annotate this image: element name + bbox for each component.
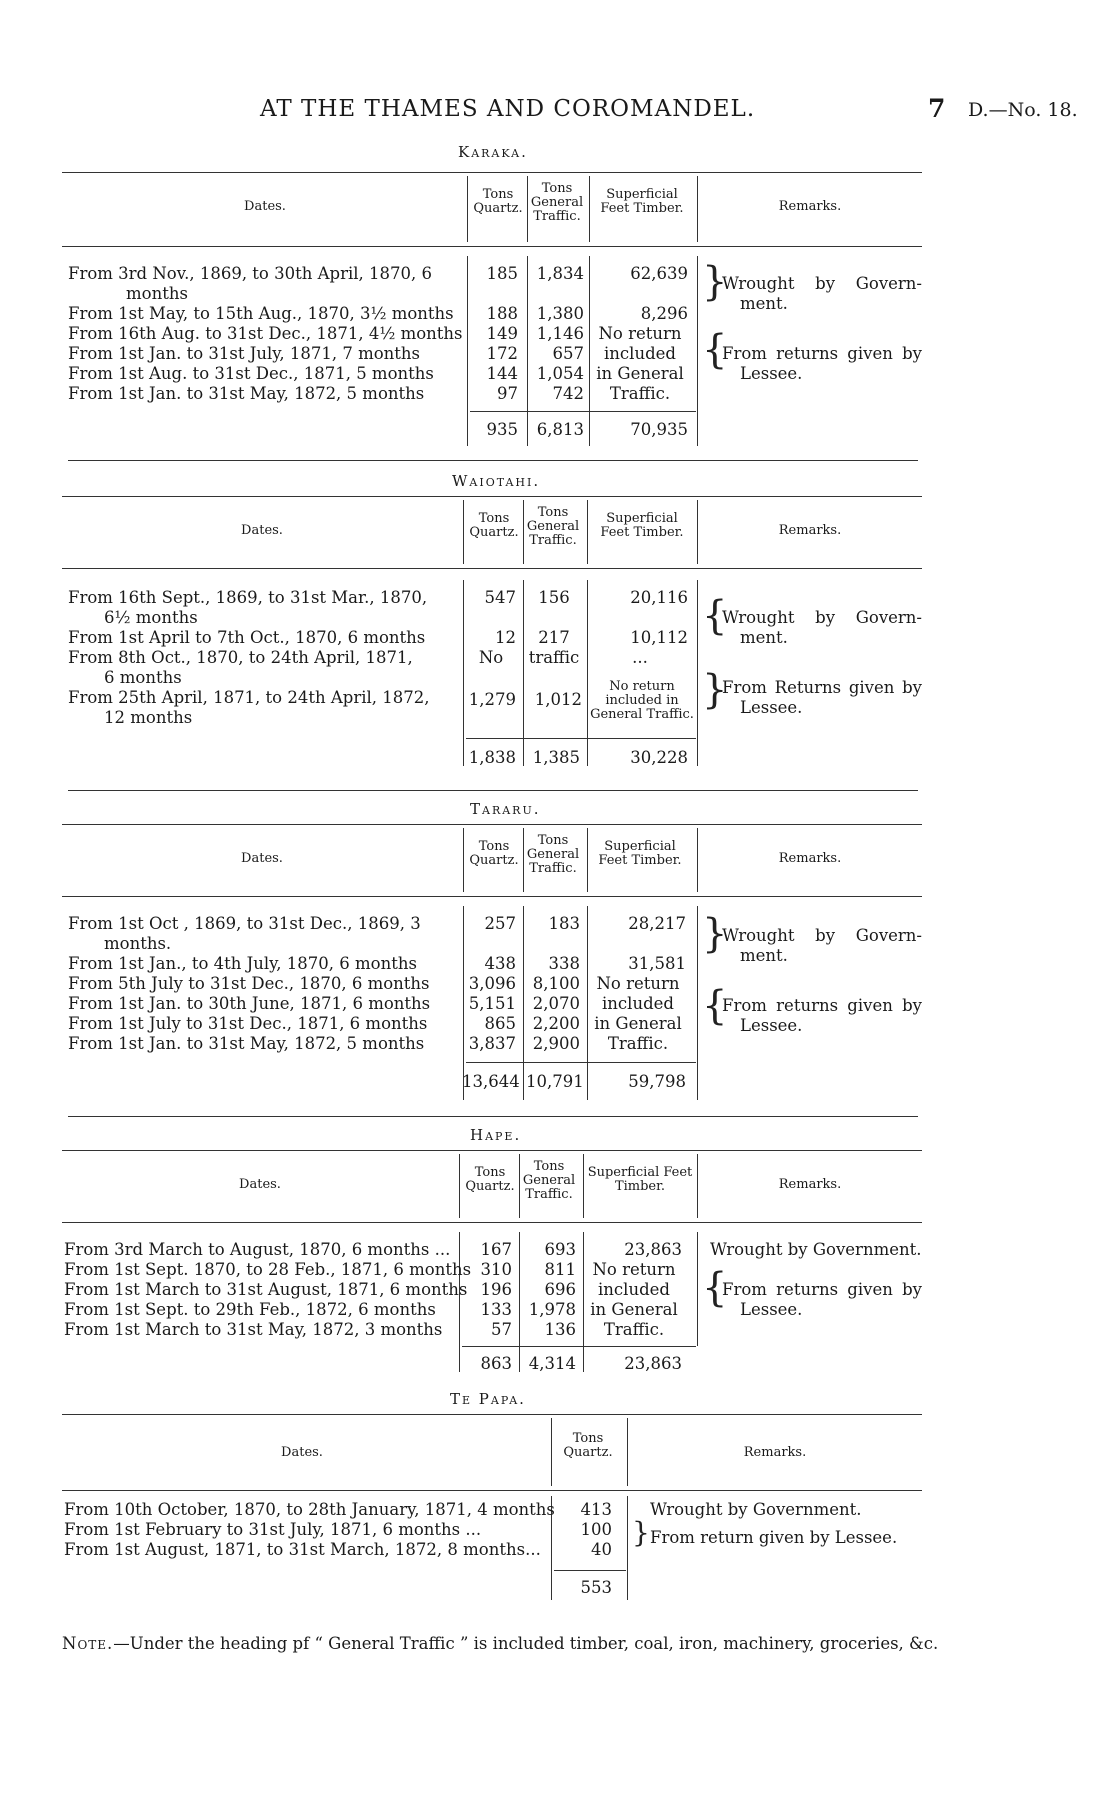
brace: }	[702, 259, 728, 305]
quartz-cell: 547	[484, 588, 516, 607]
quartz-cell: 413	[580, 1500, 612, 1519]
column-divider	[551, 1418, 552, 1486]
date-cell: From 8th Oct., 1870, to 24th April, 1871,	[68, 648, 413, 667]
general-cell: 338	[548, 954, 580, 973]
section-title: Waiotahi.	[452, 472, 541, 490]
quartz-total: 935	[486, 420, 518, 439]
section-end-rule	[68, 460, 918, 461]
column-divider	[587, 828, 588, 892]
column-divider	[527, 256, 528, 446]
general-cell: 156	[538, 588, 570, 607]
timber-cell: in General	[594, 1014, 682, 1033]
column-divider	[583, 1232, 584, 1372]
note-label: Note.	[62, 1634, 114, 1653]
column-divider	[459, 1154, 460, 1218]
date-cell: 12 months	[104, 708, 193, 727]
timber-cell: in General	[590, 1300, 678, 1319]
rule	[62, 1222, 922, 1223]
timber-header: Superficial Feet Timber.	[587, 1165, 693, 1194]
remark-text: From Returns given by	[722, 678, 922, 697]
column-divider	[589, 256, 590, 446]
quartz-cell: 3,837	[468, 1034, 516, 1053]
quartz-cell: 12	[495, 628, 516, 647]
quartz-cell: 144	[486, 364, 518, 383]
remark-text: ment.	[740, 946, 788, 965]
column-divider	[523, 906, 524, 1100]
date-cell: From 1st Sept. to 29th Feb., 1872, 6 months	[64, 1300, 436, 1319]
quartz-total: 863	[480, 1354, 512, 1373]
brace: }	[702, 667, 728, 713]
total-rule	[462, 1346, 696, 1347]
total-rule	[554, 1570, 626, 1571]
brace: {	[702, 593, 728, 639]
general-cell: traffic	[528, 648, 580, 667]
page-title: AT THE THAMES AND COROMANDEL.	[260, 96, 756, 122]
dates-header: Dates.	[281, 1445, 323, 1460]
rule	[62, 496, 922, 497]
timber-cell: Traffic.	[609, 384, 671, 403]
date-cell: From 1st Jan. to 31st May, 1872, 5 months	[68, 384, 425, 403]
general-cell: 1,054	[536, 364, 584, 383]
date-cell: From 1st May, to 15th Aug., 1870, 3½ months	[68, 304, 454, 323]
rule	[62, 1490, 922, 1491]
timber-cell: included	[602, 994, 674, 1013]
quartz-header: Tons Quartz.	[563, 1431, 613, 1460]
brace: {	[702, 983, 728, 1029]
quartz-cell: 40	[591, 1540, 612, 1559]
timber-cell: Traffic.	[607, 1034, 669, 1053]
brace: }	[632, 1516, 650, 1549]
remark-text: Wrought by Govern-	[722, 274, 922, 293]
date-cell: From 1st February to 31st July, 1871, 6 months ...	[64, 1520, 482, 1539]
general-cell: 136	[544, 1320, 576, 1339]
general-cell: 1,380	[536, 304, 584, 323]
footnote	[62, 1632, 942, 1656]
date-cell: From 16th Aug. to 31st Dec., 1871, 4½ months	[68, 324, 463, 343]
page-number: 7	[928, 94, 946, 123]
column-divider	[463, 500, 464, 564]
remark-text: From return given by Lessee.	[650, 1528, 898, 1547]
column-divider	[697, 1232, 698, 1346]
timber-cell: No return	[596, 974, 680, 993]
timber-cell: No return included in General Traffic.	[590, 679, 694, 722]
date-cell: From 1st March to 31st May, 1872, 3 months	[64, 1320, 443, 1339]
general-total: 1,385	[532, 748, 580, 767]
dates-header: Dates.	[239, 1177, 281, 1192]
column-divider	[589, 176, 590, 242]
timber-cell: 8,296	[640, 304, 688, 323]
general-cell: 811	[544, 1260, 576, 1279]
column-divider	[627, 1496, 628, 1600]
general-cell: 2,900	[532, 1034, 580, 1053]
quartz-cell: 3,096	[468, 974, 516, 993]
timber-total: 30,228	[630, 748, 688, 767]
column-divider	[697, 500, 698, 564]
remark-text: From returns given by	[722, 996, 922, 1015]
rule	[62, 246, 922, 247]
general-cell: 2,070	[532, 994, 580, 1013]
quartz-header: Tons Quartz.	[465, 1165, 515, 1194]
remark-text: Lessee.	[740, 364, 803, 383]
column-divider	[523, 828, 524, 892]
rule	[62, 1150, 922, 1151]
quartz-total: 13,644	[462, 1072, 520, 1091]
remark-text: Wrought by Govern-	[722, 926, 922, 945]
dates-header: Dates.	[241, 523, 283, 538]
general-cell: 183	[548, 914, 580, 933]
quartz-cell: 133	[480, 1300, 512, 1319]
timber-cell: included	[604, 344, 676, 363]
remark-text: From returns given by	[722, 344, 922, 363]
column-divider	[587, 500, 588, 564]
column-divider	[697, 256, 698, 446]
timber-cell: 31,581	[628, 954, 686, 973]
general-cell: 696	[544, 1280, 576, 1299]
general-cell: 1,012	[534, 690, 582, 709]
general-total: 4,314	[528, 1354, 576, 1373]
brace: {	[702, 1265, 728, 1311]
rule	[62, 172, 922, 173]
date-cell: From 1st Jan. to 31st May, 1872, 5 months	[68, 1034, 425, 1053]
rule	[62, 824, 922, 825]
date-cell: From 3rd March to August, 1870, 6 months ...	[64, 1240, 451, 1259]
rule	[62, 1414, 922, 1415]
quartz-header: Tons Quartz.	[473, 187, 523, 216]
section-title: Tararu.	[470, 800, 541, 818]
date-cell: From 1st Oct , 1869, to 31st Dec., 1869, 3	[68, 914, 421, 933]
general-cell: 1,146	[536, 324, 584, 343]
date-cell: From 1st Sept. 1870, to 28 Feb., 1871, 6 months	[64, 1260, 472, 1279]
column-divider	[583, 1154, 584, 1218]
date-cell: From 1st Jan. to 30th June, 1871, 6 months	[68, 994, 431, 1013]
timber-header: Superficial Feet Timber.	[600, 187, 684, 216]
general-header: Tons General Traffic.	[522, 1159, 576, 1202]
column-divider	[463, 906, 464, 1100]
remarks-header: Remarks.	[743, 1445, 807, 1460]
timber-cell: 20,116	[630, 588, 688, 607]
quartz-cell: 5,151	[468, 994, 516, 1013]
date-cell: From 3rd Nov., 1869, to 30th April, 1870, 6	[68, 264, 432, 283]
general-cell: 1,978	[528, 1300, 576, 1319]
quartz-cell: 167	[480, 1240, 512, 1259]
remarks-header: Remarks.	[778, 851, 842, 866]
remark-text: Lessee.	[740, 1300, 803, 1319]
rule	[62, 568, 922, 569]
general-total: 10,791	[526, 1072, 584, 1091]
column-divider	[463, 580, 464, 766]
column-divider	[527, 176, 528, 242]
date-cell: From 1st August, 1871, to 31st March, 1872, 8 months...	[64, 1540, 541, 1559]
column-divider	[467, 256, 468, 446]
date-cell: From 16th Sept., 1869, to 31st Mar., 1870,	[68, 588, 428, 607]
general-cell: 1,834	[536, 264, 584, 283]
column-divider	[519, 1232, 520, 1372]
timber-total: 23,863	[624, 1354, 682, 1373]
remark-text: Wrought by Government.	[710, 1240, 922, 1259]
column-divider	[697, 176, 698, 242]
section-end-rule	[68, 1116, 918, 1117]
column-divider	[587, 906, 588, 1100]
date-cell: From 1st Aug. to 31st Dec., 1871, 5 months	[68, 364, 434, 383]
column-divider	[697, 906, 698, 1100]
column-divider	[697, 580, 698, 766]
note-text: —Under the heading pf “ General Traffic ” is included timber, coal, iron, machinery, groceries, &c.	[113, 1634, 939, 1653]
general-cell: 657	[552, 344, 584, 363]
quartz-cell: 97	[497, 384, 518, 403]
total-rule	[470, 411, 696, 412]
remark-text: From returns given by	[722, 1280, 922, 1299]
remark-text: Wrought by Government.	[650, 1500, 862, 1519]
remark-text: ment.	[740, 294, 788, 313]
remark-text: ment.	[740, 628, 788, 647]
timber-cell: 62,639	[630, 264, 688, 283]
general-total: 6,813	[536, 420, 584, 439]
dates-header: Dates.	[241, 851, 283, 866]
timber-total: 59,798	[628, 1072, 686, 1091]
general-cell: 2,200	[532, 1014, 580, 1033]
timber-header: Superficial Feet Timber.	[598, 839, 682, 868]
remarks-header: Remarks.	[778, 199, 842, 214]
quartz-cell: 257	[484, 914, 516, 933]
quartz-cell: 100	[580, 1520, 612, 1539]
column-divider	[697, 1154, 698, 1218]
remarks-header: Remarks.	[778, 523, 842, 538]
dates-header: Dates.	[244, 199, 286, 214]
quartz-header: Tons Quartz.	[469, 839, 519, 868]
column-divider	[697, 828, 698, 892]
total-rule	[466, 738, 696, 739]
rule	[62, 896, 922, 897]
date-cell: From 1st Jan. to 31st July, 1871, 7 months	[68, 344, 421, 363]
timber-cell: 28,217	[628, 914, 686, 933]
timber-cell: No return	[592, 1260, 676, 1279]
general-cell: 742	[552, 384, 584, 403]
date-cell: From 25th April, 1871, to 24th April, 1872,	[68, 688, 430, 707]
date-cell: 6½ months	[104, 608, 198, 627]
document-reference: D.—No. 18.	[968, 99, 1078, 121]
quartz-cell: 149	[486, 324, 518, 343]
remark-text: Lessee.	[740, 1016, 803, 1035]
general-cell: 8,100	[532, 974, 580, 993]
quartz-cell: No	[478, 648, 504, 667]
date-cell: From 1st April to 7th Oct., 1870, 6 months	[68, 628, 426, 647]
timber-cell: 23,863	[624, 1240, 682, 1259]
remark-text: Lessee.	[740, 698, 803, 717]
timber-cell: in General	[596, 364, 684, 383]
timber-header: Superficial Feet Timber.	[600, 511, 684, 540]
date-cell: 6 months	[104, 668, 182, 687]
date-cell: From 5th July to 31st Dec., 1870, 6 months	[68, 974, 430, 993]
total-rule	[466, 1062, 696, 1063]
quartz-cell: 57	[491, 1320, 512, 1339]
general-header: Tons General Traffic.	[530, 181, 584, 224]
quartz-cell: 188	[486, 304, 518, 323]
column-divider	[463, 828, 464, 892]
date-cell: months.	[104, 934, 172, 953]
timber-cell: No return	[598, 324, 682, 343]
date-cell: From 1st Jan., to 4th July, 1870, 6 months	[68, 954, 417, 973]
quartz-cell: 172	[486, 344, 518, 363]
quartz-cell: 196	[480, 1280, 512, 1299]
quartz-total: 553	[580, 1578, 612, 1597]
timber-cell: Traffic.	[603, 1320, 665, 1339]
quartz-cell: 310	[480, 1260, 512, 1279]
quartz-cell: 438	[484, 954, 516, 973]
section-title: Hape.	[470, 1126, 522, 1144]
date-cell: From 10th October, 1870, to 28th January, 1871, 4 months	[64, 1500, 555, 1519]
timber-cell: 10,112	[630, 628, 688, 647]
date-cell: months	[126, 284, 188, 303]
column-divider	[467, 176, 468, 242]
section-title: Te Papa.	[450, 1390, 526, 1408]
timber-cell: included	[598, 1280, 670, 1299]
quartz-cell: 1,279	[468, 690, 516, 709]
general-header: Tons General Traffic.	[526, 505, 580, 548]
general-header: Tons General Traffic.	[526, 833, 580, 876]
timber-cell: ...	[632, 648, 648, 667]
quartz-header: Tons Quartz.	[469, 511, 519, 540]
general-cell: 217	[538, 628, 570, 647]
section-title: Karaka.	[458, 143, 528, 161]
column-divider	[523, 500, 524, 564]
brace: {	[702, 327, 728, 373]
date-cell: From 1st July to 31st Dec., 1871, 6 months	[68, 1014, 428, 1033]
quartz-cell: 865	[484, 1014, 516, 1033]
general-cell: 693	[544, 1240, 576, 1259]
quartz-total: 1,838	[468, 748, 516, 767]
section-end-rule	[68, 790, 918, 791]
brace: }	[702, 911, 728, 957]
column-divider	[627, 1418, 628, 1486]
date-cell: From 1st March to 31st August, 1871, 6 months	[64, 1280, 468, 1299]
quartz-cell: 185	[486, 264, 518, 283]
timber-total: 70,935	[630, 420, 688, 439]
column-divider	[459, 1232, 460, 1372]
column-divider	[519, 1154, 520, 1218]
remarks-header: Remarks.	[778, 1177, 842, 1192]
remark-text: Wrought by Govern-	[722, 608, 922, 627]
